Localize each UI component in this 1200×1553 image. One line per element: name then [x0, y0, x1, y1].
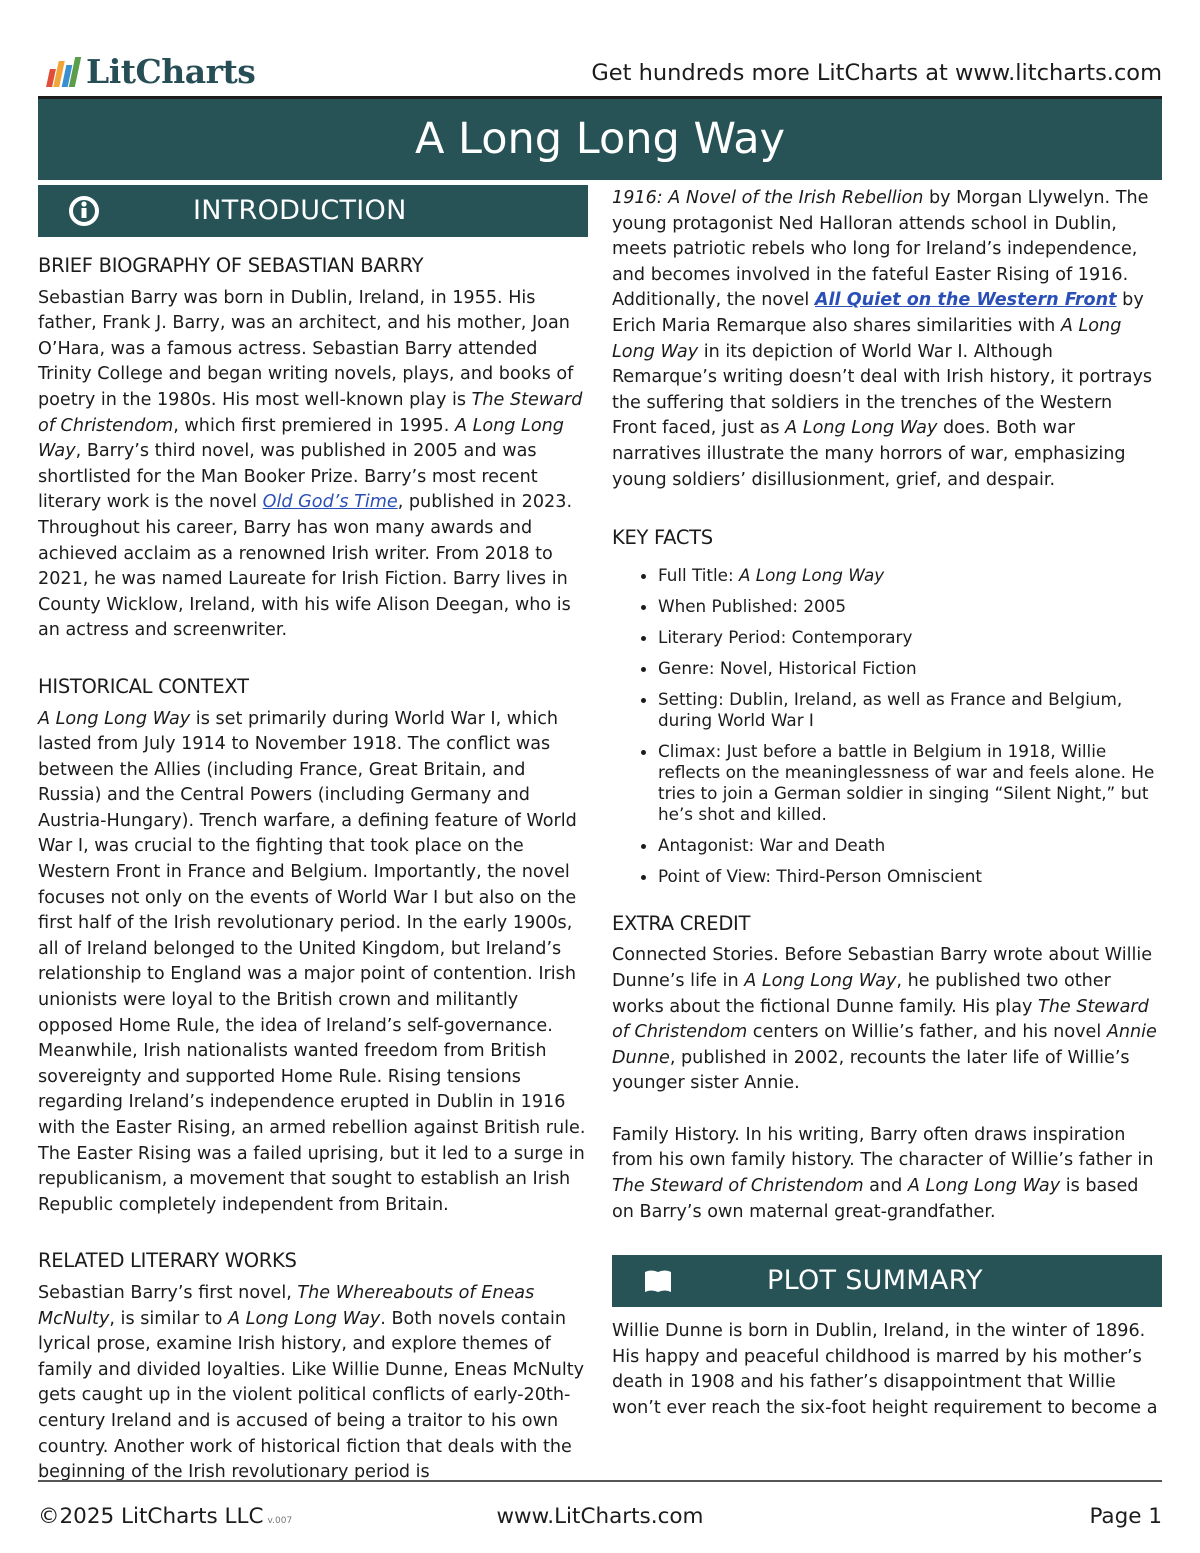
- extra-connected-stories: Connected Stories. Before Sebastian Barry wrote about Willie Dunne’s life in A Long Long Way, he published two other works about the fictional Dunne family. His play The Steward of Christendom centers on Willie’s father, and his novel Annie Dunne, published in 2002, recounts the later life of Willie’s younger sister Annie.: [612, 945, 1157, 1094]
- extra-credit-heading: EXTRA CREDIT: [612, 911, 751, 935]
- brand-name: LitCharts: [86, 52, 256, 91]
- right-column: [612, 186, 1162, 1422]
- version-label: v.007: [267, 1516, 293, 1526]
- list-item: • Climax: Just before a battle in Belgium in 1918, Willie reflects on the meaninglessness of war and feels alone. He tries to join a German soldier in singing “Silent Night,” but he’s shot and killed.: [658, 741, 1162, 825]
- old-gods-time-link[interactable]: Old God’s Time: [262, 492, 398, 513]
- history-paragraph: A Long Long Way is set primarily during World War I, which lasted from July 1914 to November 1918. The conflict was between the Allies (including France, Great Britain, and Russia) and the Central Powers (including Germany and Austria-Hungary). Trench warfare, a defining feature of World War I, was crucial to the fighting that took place on the Western Front in France and Belgium. Importantly, the novel focuses not only on the events of World War I but also on the first half of the Irish revolutionary period. In the early 1900s, all of Ireland belonged to the United Kingdom, but Ireland’s relationship to England was a major point of contention. Irish unionists were loyal to the British crown and militantly opposed Home Rule, the idea of Ireland’s self-governance. Meanwhile, Irish nationalists wanted freedom from British sovereignty and supported Home Rule. Rising tensions regarding Ireland’s independence erupted in Dublin in 1916 with the Easter Rising, an armed rebellion against British rule. The Easter Rising was a failed uprising, but it led to a surge in republicanism, a movement that sought to establish an Irish Republic completely independent from Britain.: [38, 708, 586, 1215]
- promo-text[interactable]: Get hundreds more LitCharts at www.litcharts.com: [591, 60, 1162, 86]
- book-icon: [642, 1265, 674, 1297]
- list-item: • Antagonist: War and Death: [658, 835, 1162, 856]
- key-facts-list: [612, 565, 1162, 887]
- bio-paragraph: Sebastian Barry was born in Dublin, Ireland, in 1955. His father, Frank J. Barry, was an architect, and his mother, Joan O’Hara, was a famous actress. Sebastian Barry attended Trinity College and began writing novels, plays, and books of poetry in the 1980s. His most well-known play is The Steward of Christendom, which first premiered in 1995. A Long Long Way, Barry’s third novel, was published in 2005 and was shortlisted for the Man Booker Prize. Barry’s most recent literary work is the novel Old God’s Time, published in 2023. Throughout his career, Barry has won many awards and achieved acclaim as a renowned Irish writer. From 2018 to 2021, he was named Laureate for Irish Fiction. Barry lives in County Wicklow, Ireland, with his wife Alison Deegan, who is an actress and screenwriter.: [38, 287, 583, 641]
- page-title: A Long Long Way: [38, 96, 1162, 180]
- related-heading: RELATED LITERARY WORKS: [38, 1249, 297, 1273]
- page-header: [38, 50, 1162, 96]
- bio-heading: BRIEF BIOGRAPHY OF SEBASTIAN BARRY: [38, 254, 424, 277]
- introduction-banner: [38, 185, 588, 237]
- history-heading: HISTORICAL CONTEXT: [38, 674, 249, 698]
- list-item: • Genre: Novel, Historical Fiction: [658, 658, 1162, 679]
- introduction-label: INTRODUCTION: [193, 195, 407, 226]
- plot-paragraph: Willie Dunne is born in Dublin, Ireland, in the winter of 1896. His happy and peaceful childhood is marred by his mother’s death in 1908 and his father’s disappointment that Willie won’t ever reach the six-foot height requirement to become a: [612, 1321, 1158, 1419]
- logo-bars-icon: [48, 57, 80, 87]
- footer-copyright: ©2025 LitCharts LLC v.007: [38, 1504, 293, 1529]
- related-paragraph-part2: 1916: A Novel of the Irish Rebellion by Morgan Llywelyn. The young protagonist Ned Halloran attends school in Dublin, meets patriotic rebels who long for Ireland’s independence, and becomes involved in the fateful Easter Rising of 1916. Additionally, the novel All Quiet on the Western Front by Erich Maria Remarque also shares similarities with A Long Long Way in its depiction of World War I. Although Remarque’s writing doesn’t deal with Irish history, it portrays the suffering that soldiers in the trenches of the Western Front faced, just as A Long Long Way does. Both war narratives illustrate the many horrors of war, emphasizing young soldiers’ disillusionment, grief, and despair.: [612, 188, 1153, 490]
- all-quiet-link[interactable]: All Quiet on the Western Front: [814, 290, 1117, 311]
- left-column: [38, 185, 588, 1486]
- plot-summary-banner: [612, 1255, 1162, 1307]
- list-item: • Literary Period: Contemporary: [658, 627, 1162, 648]
- extra-family-history: Family History. In his writing, Barry often draws inspiration from his own family history. The character of Willie’s father in The Steward of Christendom and A Long Long Way is based on Barry’s own maternal great-grandfather.: [612, 1124, 1154, 1222]
- footer-divider: [38, 1480, 1162, 1482]
- plot-summary-label: PLOT SUMMARY: [767, 1265, 983, 1297]
- list-item: • Setting: Dublin, Ireland, as well as France and Belgium, during World War I: [658, 689, 1162, 731]
- info-circle-icon: [68, 195, 100, 227]
- list-item: • Full Title: A Long Long Way: [658, 565, 1162, 586]
- related-paragraph-part1: Sebastian Barry’s first novel, The Whereabouts of Eneas McNulty, is similar to A Long Long Way. Both novels contain lyrical prose, examine Irish history, and explore themes of family and divided loyalties. Like Willie Dunne, Eneas McNulty gets caught up in the violent political conflicts of early-20th-century Ireland and is accused of being a traitor to his own country. Another work of historical fiction that deals with the beginning of the Irish revolutionary period is: [38, 1282, 585, 1483]
- key-facts-heading: KEY FACTS: [612, 526, 713, 550]
- litcharts-logo[interactable]: [48, 52, 255, 91]
- footer-site-link[interactable]: www.LitCharts.com: [496, 1504, 704, 1529]
- list-item: • When Published: 2005: [658, 596, 1162, 617]
- list-item: • Point of View: Third-Person Omniscient: [658, 866, 1162, 887]
- page-number: Page 1: [1089, 1504, 1162, 1529]
